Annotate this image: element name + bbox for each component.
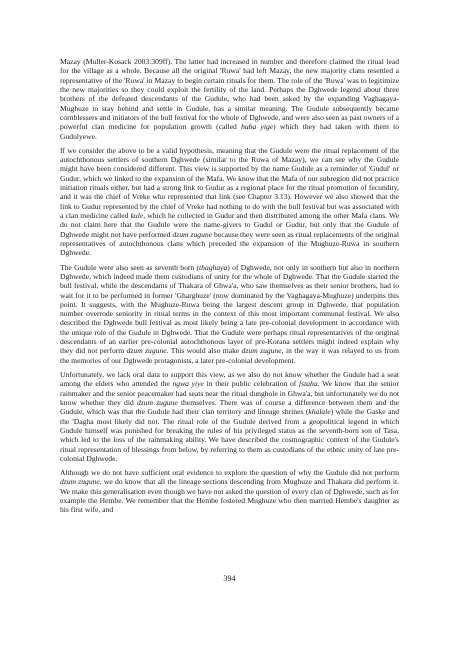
italic-term: dzum zugune xyxy=(60,477,100,487)
text-run: ) of Dghwede, not only in southern but also in northern Dghwede, which indeed made them custodians of unity for the whole of Dghwede. That the Gudule started the bull festival, while the descendants of Thakara of Ghwa'a, who saw themselves as their senior brothers, had to wait for it to be performed in former 'Gharghuze' (now dominated by the Vaghagaya-Mughuze) underpins this point. It suggests, with the Mughuze-Ruwa being the largest descent group in Dghwede, that population number overrode seniority in ritual terms in the context of this most important communal festival. We also described the Dghwede bull festival as most likely being a late pre-colonial development in accordance with the unique role of the Gudule in Dghwede. That the Gudule were perhaps ritual representatives of the original descendants of an earlier pre-colonial autochthonous layer of pre-Korana settlers might indeed explain why they did not perform xyxy=(60,262,399,356)
text-run: ) while the Gaske and the 'Dagha most likely did not. The ritual role of the Gudule derived from a geopolitical legend in which Gudule himself was punished for breaking the rules of his privileged status as the seventh-born son of Tasa, which led to the loss of the rainmaking ability. We have described the cosmographic context of the Gudule's ritual representation of blessings from below, by referring to them as custodians of the ethnic unity of late pre-colonial Dghwede. xyxy=(60,407,399,463)
text-run: themselves. There was of course a difference between them and the Gudule, which was that the Gudule had their clan territory and lineage shrines ( xyxy=(60,397,399,417)
text-run: Although we do not have sufficient oral evidence to explore the question of why the Gudule did not perform xyxy=(60,468,399,478)
italic-term: ngwa yiye xyxy=(172,379,204,389)
paragraph-3 xyxy=(60,263,399,365)
italic-term: dzum zugune xyxy=(136,397,178,407)
text-run: , in the way it was relayed to us from the memories of our Dghwede protagonists, a later pre-colonial development. xyxy=(60,346,399,365)
italic-term: dzum zugune xyxy=(241,346,282,356)
text-run: ) which they had taken with them to Gudulyewe. xyxy=(60,122,399,141)
page-number: 394 xyxy=(223,574,236,583)
text-run: . We know that the senior rainmaker and the senior peacemaker had seats near the ritual dunghole in Ghwa'a, but unfortunately we do not know whether they did xyxy=(60,379,400,407)
text-run: in their public celebration of xyxy=(203,379,300,389)
text-run: because they were seen as ritual replacements of the original representatives of autochthonous clans which preceded the expansion of the Mughuze-Ruwa in southern Dghwede. xyxy=(60,229,399,258)
text-run: If we consider the above to be a valid hypothesis, meaning that the Gudule were the ritual replacement of the autochthonous settlers of southern Dghwede (similar to the Ruwa of Mazay), we can see why the Gudule might have been considered different. This view is supported by the name Gudule as a reminder of 'Gudul' or Gudur, which we linked to the expansion of the Mafa. We know that the Mafa of our subregion did not practice initiation rituals either, but had a strong link to Gudur as a regional place for the ritual promotion of fecundity, and it was the chief of Vreke who represented that link (see Chapter 3.13). However we also showed that the link to Gudur represented by the chief of Vreke had nothing to do with the bull festival but was associated with a clan medicine called xyxy=(60,145,399,220)
italic-term: dzum zugune xyxy=(172,229,213,239)
text-run: , which he collected in Gudur and then distributed among the other Mafa clans. We do not claim here that the Gudule were the name-givers to Gudul or Gudur, but only that the Gudule of Dghwede might not have performed xyxy=(60,211,399,239)
text-run: Mazay (Muller-Kosack 2003:309ff). The latter had increased in number and therefore claimed the ritual lead for the village as a whole. Because all the original 'Ruwa' had left Mazay, the new majority clans resettled a representative of the 'Ruwa' in Mazay to begin certain rituals for them. The role of the 'Ruwa' was to legitimize the new majorities so they could exploit the fertility of the land. Perhaps the Dghwede legend about three brothers of the defeated descendants of the Gudule, who had been asked by the expanding Vaghagaya-Mughuze to stay behind and settle in Gudule, has a similar meaning. The Gudule subsequently became cornblessers and initiators of the bull festival for the whole of Dghwede, and were also seen as past owners of a powerful clan medicine for population growth (called xyxy=(60,57,399,132)
italic-term: khalale xyxy=(308,407,331,417)
text-run: , we do know that all the lineage sections descending from Mughuze and Thakara did perform it. We make this generalisation even though we have not asked the question of every clan of Dghwede, such as for example the Hembe. We remember that the Hembe fostered Mughuze who then married Hembe's daughter as his first wife, and xyxy=(60,477,399,515)
text-run: . This would also make xyxy=(166,346,242,356)
paragraph-5 xyxy=(60,468,399,515)
italic-term: kule xyxy=(130,211,144,220)
italic-term: thaghaya xyxy=(199,262,228,272)
italic-term: huɓa yige xyxy=(241,122,274,132)
body-text xyxy=(60,57,399,515)
italic-term: fstaha xyxy=(299,379,318,389)
paragraph-2 xyxy=(60,146,399,258)
paragraph-4 xyxy=(60,370,399,463)
text-run: The Gudule were also seen as seventh born ( xyxy=(60,262,200,272)
text-run: Unfortunately, we lack oral data to support this view, as we also do not know whether the Gudule had a seat among the elders who attended the xyxy=(60,370,399,389)
italic-term: dzum zugune xyxy=(126,346,167,356)
paragraph-1 xyxy=(60,57,399,141)
